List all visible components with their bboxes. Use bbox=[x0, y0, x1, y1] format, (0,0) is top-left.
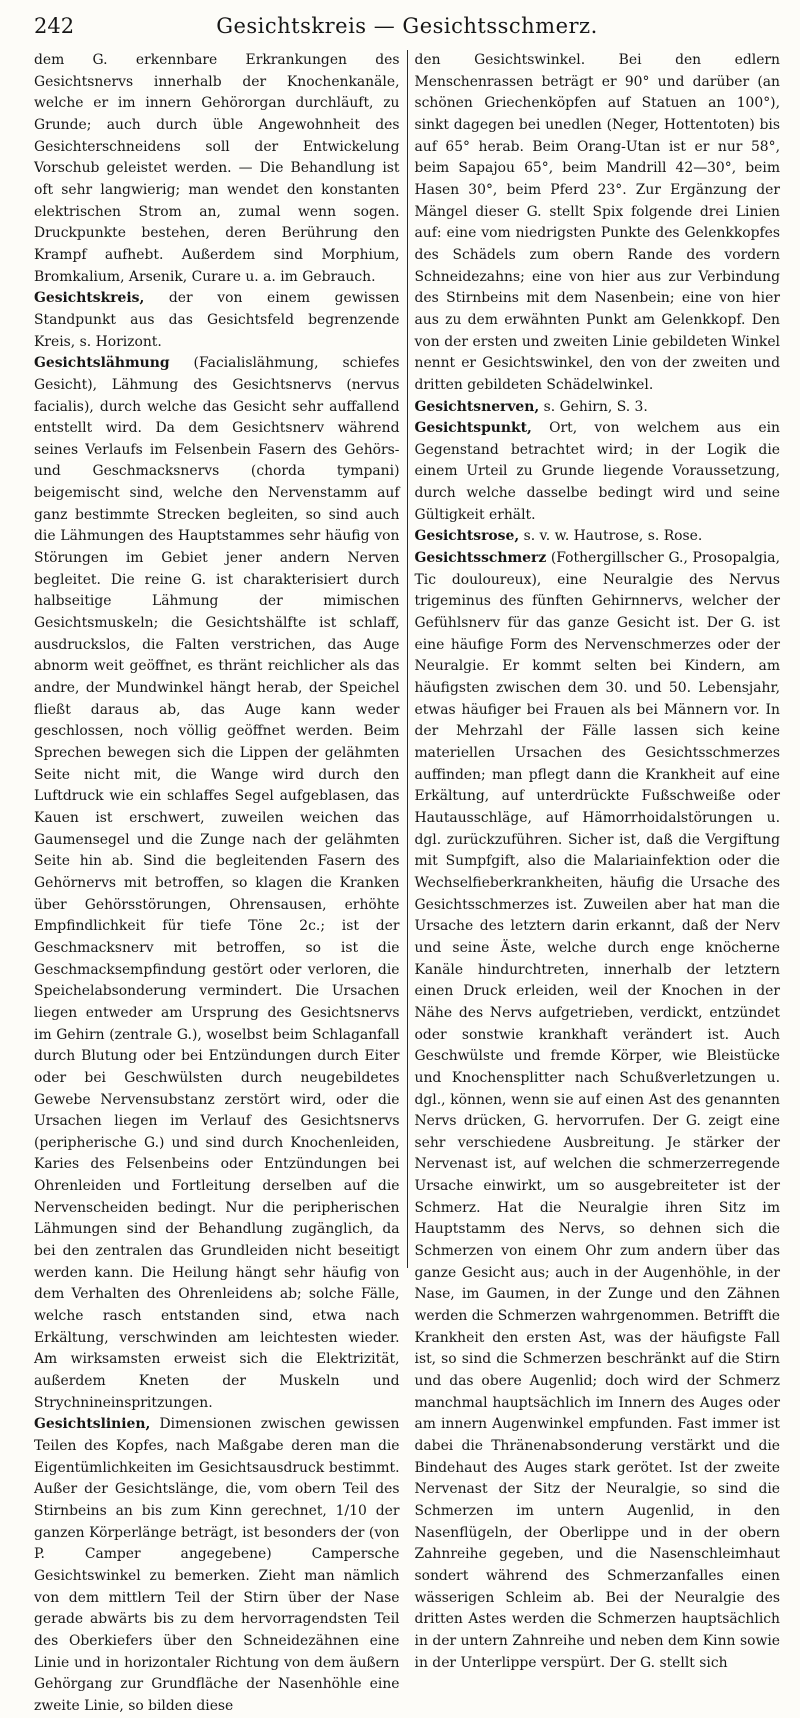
entry-text: Dimensionen zwischen gewissen Teilen des Kopfes, nach Maßgabe deren man die Eigentümlichkeiten im Gesichtsausdruck bestimmt. Außer der Gesichtslänge, die, vom obern Teil des Stirnbeins an bis zum Kinn gerechnet, 1/10 der ganzen Körperlänge beträgt, ist besonders der (von P. Camper angegebene) Campersche Gesichtswinkel zu bemerken. Zieht man nämlich von dem mittlern Teil der Stirn über der Nase gerade abwärts bis zu dem hervorragendsten Teil des Oberkiefers über den Schneidezähnen eine Linie und in horizontaler Richtung von dem äußern Gehörgang zur Grundfläche der Nasenhöhle eine zweite Linie, so bilden diese bbox=[34, 1416, 400, 1714]
continued-entry-text: dem G. erkennbare Erkrankungen des Gesichtsnervs innerhalb der Knochenkanäle, welche er im innern Gehörorgan durchläuft, zu Grunde; auch durch üble Angewohnheit des Gesichterschneidens soll der Entwickelung Vorschub geleistet werden. — Die Behandlung ist oft sehr langwierig; man wendet den konstanten elektrischen Strom an, zumal wenn sogen. Druckpunkte bestehen, deren Berührung den Krampf aufhebt. Außerdem sind Morphium, Bromkalium, Arsenik, Curare u. a. im Gebrauch. bbox=[34, 52, 400, 285]
right-column bbox=[408, 50, 781, 1671]
entry-term: Gesichtsnerven, bbox=[414, 398, 540, 415]
page-number: 242 bbox=[34, 14, 75, 38]
entry-term: Gesichtspunkt, bbox=[414, 420, 532, 437]
entry-gesichtspunkt bbox=[415, 418, 781, 526]
page-header bbox=[34, 0, 780, 50]
entry-text: (Fothergillscher G., Prosopalgia, Tic douloureux), eine Neuralgie des Nervus trigeminus des fünften Gehirnnervs, welcher der Gefühlsnerv für das ganze Gesicht ist. Der G. ist eine häufige Form des Nervenschmerzes oder der Neuralgie. Er kommt selten bei Kindern, am häufigsten zwischen dem 30. und 50. Lebensjahr, etwas häufiger bei Frauen als bei Männern vor. In der Mehrzahl der Fälle lassen sich keine materiellen Ursachen des Gesichtsschmerzes auffinden; man pflegt dann die Krankheit auf eine Erkältung, auf unterdrückte Fußschweiße oder Hautausschläge, auf Hämorrhoidalstörungen u. dgl. zurückzuführen. Sicher ist, daß die Vergiftung mit Sumpfgift, also die Malariainfektion oder die Wechselfieberkrankheiten, häufig die Ursache des Gesichtsschmerzes ist. Zuweilen aber hat man die Ursache des letztern darin erkannt, daß der Nerv und seine Äste, welche durch enge knöcherne Kanäle hindurchtreten, innerhalb der letztern einen Druck erleiden, weil der Knochen in der Nähe des Nervs aufgetrieben, verdickt, entzündet oder sonstwie krankhaft verändert ist. Auch Geschwülste und fremde Körper, wie Bleistücke und Knochensplitter nach Schußverletzungen u. dgl., können, wenn sie auf einen Ast des genannten Nervs drücken, G. hervorrufen. Der G. zeigt eine sehr verschiedene Ausbreitung. Je stärker der Nervenast ist, auf welchen die schmerzerregende Ursache einwirkt, um so ausgebreiteter ist der Schmerz. Hat die Neuralgie ihren Sitz im Hauptstamm des Nervs, so dehnen sich die Schmerzen von einem Ohr zum andern über das ganze Gesicht aus; auch in der Augenhöhle, in der Nase, im Gaumen, in der Zunge und den Zähnen werden die Schmerzen wahrgenommen. Betrifft die Krankheit den ersten Ast, was der häufigste Fall ist, so sind die Schmerzen beschränkt auf die Stirn und das obere Augenlid; doch wird der Schmerz manchmal hauptsächlich im Innern des Auges oder am innern Augenwinkel empfunden. Fast immer ist dabei die Thränenabsonderung verstärkt und die Bindehaut des Auges stark gerötet. Ist der zweite Nervenast der Sitz der Neuralgie, so sind die Schmerzen im untern Augenlid, in den Nasenflügeln, der Oberlippe und in der obern Zahnreihe gegeben, und die Nasenschleimhaut sondert während des Schmerzanfalles einen wässerigen Schleim ab. Bei der Neuralgie des dritten Astes werden die Schmerzen hauptsächlich in der untern Zahnreihe und neben dem Kinn sowie in der Unterlippe verspürt. Der G. stellt sich bbox=[414, 550, 780, 1671]
entry-gesichtslinien bbox=[34, 1414, 400, 1717]
entry-gesichtsrose bbox=[415, 526, 781, 548]
running-title: Gesichtskreis — Gesichtsschmerz. bbox=[216, 14, 598, 38]
entry-text: der von einem gewissen Standpunkt aus das Gesichtsfeld begrenzende Kreis, s. Horizont. bbox=[34, 290, 400, 350]
entry-term: Gesichtsschmerz bbox=[414, 550, 547, 567]
continued-entry-text: den Gesichtswinkel. Bei den edlern Menschenrassen beträgt er 90° und darüber (an schönen Griechenköpfen auf Statuen an 100°), sinkt dagegen bei unedlen (Neger, Hottentoten) bis auf 65° herab. Beim Orang-Utan ist er nur 58°, beim Sapajou 65°, beim Mandrill 42—30°, beim Hasen 30°, beim Pferd 23°. Zur Ergänzung der Mängel dieser G. stellt Spix folgende drei Linien auf: eine vom niedrigsten Punkte des Gelenkkopfes des Schädels zum obern Rande des vordern Schneidezahns; eine von hier aus zur Verbindung des Stirnbeins mit dem Nasenbein; eine von hier aus zu dem erwähnten Punkt am Gelenkkopf. Den von der ersten und zweiten Linie gebildeten Winkel nennt er Gesichtswinkel, den von der zweiten und dritten gebildeten Schädelwinkel. bbox=[414, 52, 780, 393]
text-columns bbox=[34, 50, 780, 1714]
entry-gesichtskreis bbox=[34, 288, 400, 353]
entry-text: Ort, von welchem aus ein Gegenstand betrachtet wird; in der Logik die einem Urteil zu Grunde liegende Voraussetzung, durch welche dasselbe bedingt wird und seine Gültigkeit erhält. bbox=[414, 420, 780, 523]
entry-term: Gesichtslähmung bbox=[34, 355, 170, 372]
entry-term: Gesichtsrose, bbox=[414, 528, 520, 545]
entry-text: s. Gehirn, S. 3. bbox=[539, 398, 648, 415]
entry-gesichtslaehmung bbox=[34, 353, 400, 1414]
entry-text: s. v. w. Hautrose, s. Rose. bbox=[519, 528, 703, 545]
left-column bbox=[34, 50, 407, 1714]
entry-text: (Facialislähmung, schiefes Gesicht), Lähmung des Gesichtsnervs (nervus facialis), durch welche das Gesicht sehr auffallend entstellt wird. Da dem Gesichtsnerv während seines Verlaufs im Felsenbein Fasern des Gehörs- und Geschmacksnervs (chorda tympani) beigemischt sind, welche den Nervenstamm auf ganz bestimmte Strecken begleiten, so sind auch die Lähmungen des Hauptstammes sehr häufig von Störungen im Gebiet jener andern Nerven begleitet. Die reine G. ist charakterisiert durch halbseitige Lähmung der mimischen Gesichtsmuskeln; die Gesichtshälfte ist schlaff, ausdruckslos, die Falten verstrichen, das Auge abnorm weit geöffnet, es thränt reichlicher als das andre, der Mundwinkel hängt herab, der Speichel fließt daraus ab, das Auge kann weder geschlossen, noch völlig geöffnet werden. Beim Sprechen bewegen sich die Lippen der gelähmten Seite nicht mit, die Wange wird durch den Luftdruck wie ein schlaffes Segel aufgeblasen, das Kauen ist erschwert, zuweilen weichen das Gaumensegel und die Zunge nach der gelähmten Seite hin ab. Sind die begleitenden Fasern des Gehörnervs mit betroffen, so klagen die Kranken über Gehörsstörungen, Ohrensausen, erhöhte Empfindlichkeit für tiefe Töne 2c.; ist der Geschmacksnerv mit betroffen, so ist die Geschmacksempfindung gestört oder verloren, die Speichelabsonderung vermindert. Die Ursachen liegen entweder am Ursprung des Gesichtsnervs im Gehirn (zentrale G.), woselbst beim Schlaganfall durch Blutung oder bei Entzündungen durch Eiter oder bei Geschwülsten durch neugebildetes Gewebe Nervensubstanz zerstört wird, oder die Ursachen liegen im Verlauf des Gesichtsnervs (peripherische G.) und sind durch Knochenleiden, Karies des Felsenbeins oder Entzündungen bei Ohrenleiden und Fortleitung derselben auf die Nervenscheiden bedingt. Nur die peripherischen Lähmungen sind der Behandlung zugänglich, da bei den zentralen das Grundleiden nicht beseitigt werden kann. Die Heilung hängt sehr häufig von dem Verhalten des Ohrenleidens ab; solche Fälle, welche rasch entstanden sind, etwa nach Erkältung, verschwinden am leichtesten wieder. Am wirksamsten erweist sich die Elektrizität, außerdem Kneten der Muskeln und Strychnineinspritzungen. bbox=[34, 355, 400, 1411]
entry-gesichtsnerven bbox=[415, 397, 781, 419]
entry-gesichtsschmerz bbox=[415, 548, 781, 1674]
entry-term: Gesichtslinien, bbox=[34, 1416, 151, 1433]
entry-term: Gesichtskreis, bbox=[34, 290, 145, 307]
